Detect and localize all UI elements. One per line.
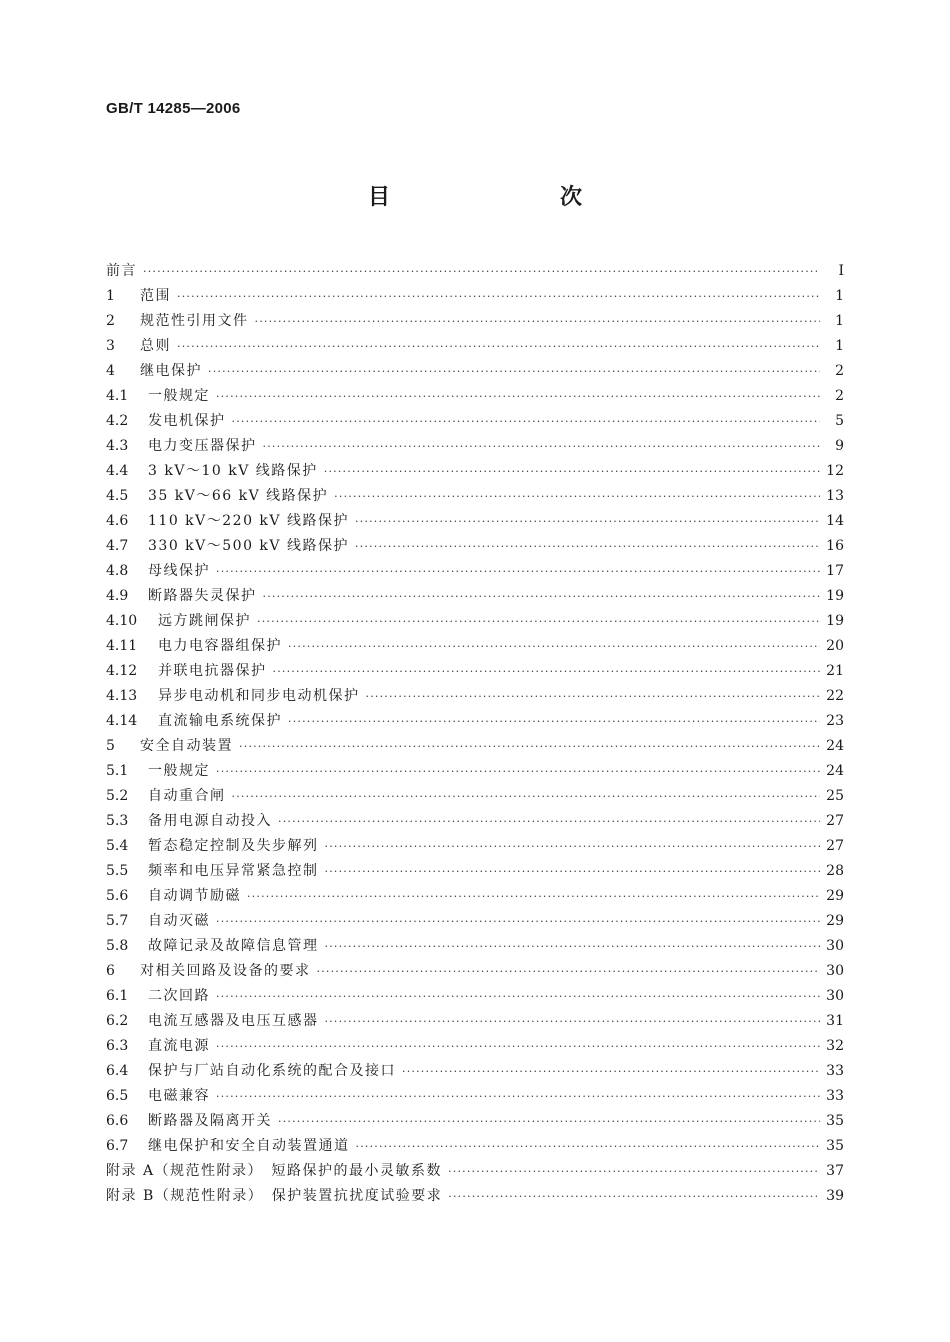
toc-entry-label: 对相关回路及设备的要求 — [140, 963, 311, 979]
toc-dot-leader — [216, 759, 820, 784]
toc-entry-page: 1 — [835, 313, 844, 329]
toc-entry-number: 5.8 — [106, 938, 129, 954]
toc-dot-leader — [143, 259, 820, 284]
toc-entry-number: 6.4 — [106, 1063, 129, 1079]
toc-entry[interactable] — [106, 734, 844, 759]
toc-dot-leader — [273, 659, 821, 684]
toc-entry-page: 35 — [826, 1138, 844, 1154]
toc-entry-label: 继电保护和安全自动装置通道 — [148, 1138, 350, 1154]
toc-entry-page: 23 — [826, 713, 844, 729]
toc-entry-label: 二次回路 — [148, 988, 210, 1004]
toc-entry-number: 4.8 — [106, 563, 129, 579]
toc-dot-leader — [288, 634, 820, 659]
toc-entry-page: 9 — [835, 438, 844, 454]
toc-dot-leader — [448, 1159, 820, 1184]
toc-entry[interactable] — [106, 334, 844, 359]
toc-entry-label: 电力电容器组保护 — [158, 638, 282, 654]
toc-entry[interactable] — [106, 1009, 844, 1034]
toc-dot-leader — [216, 984, 820, 1009]
toc-entry-label: 3 kV～10 kV 线路保护 — [148, 463, 318, 479]
toc-entry-label: 频率和电压异常紧急控制 — [148, 863, 319, 879]
toc-entry-number: 6.6 — [106, 1113, 129, 1129]
toc-entry-label: 安全自动装置 — [140, 738, 233, 754]
toc-entry[interactable] — [106, 1059, 844, 1084]
toc-entry-page: 35 — [826, 1113, 844, 1129]
toc-entry[interactable] — [106, 1159, 844, 1184]
toc-entry-page: 32 — [826, 1038, 844, 1054]
toc-entry[interactable] — [106, 784, 844, 809]
toc-entry-label: 母线保护 — [148, 563, 210, 579]
toc-entry[interactable] — [106, 309, 844, 334]
toc-entry-number: 1 — [106, 288, 115, 304]
toc-entry-label: 自动调节励磁 — [148, 888, 241, 904]
toc-entry-page: 29 — [826, 913, 844, 929]
toc-entry-label: 直流输电系统保护 — [158, 713, 282, 729]
toc-entry-number: 4.6 — [106, 513, 129, 529]
toc-entry-label: 前言 — [106, 263, 137, 279]
toc-dot-leader — [288, 709, 820, 734]
toc-entry-page: 2 — [835, 363, 844, 379]
toc-entry-number: 4.3 — [106, 438, 129, 454]
toc-entry-page: 19 — [826, 588, 844, 604]
toc-entry-label: 范围 — [140, 288, 171, 304]
toc-dot-leader — [177, 284, 820, 309]
toc-entry[interactable] — [106, 1034, 844, 1059]
toc-entry[interactable] — [106, 909, 844, 934]
toc-entry-number: 5.3 — [106, 813, 129, 829]
toc-entry-label: 断路器失灵保护 — [148, 588, 257, 604]
toc-dot-leader — [366, 684, 821, 709]
toc-entry[interactable] — [106, 409, 844, 434]
toc-entry-label: 一般规定 — [148, 763, 210, 779]
toc-entry[interactable] — [106, 609, 844, 634]
toc-entry-page: 39 — [826, 1188, 844, 1204]
toc-entry[interactable] — [106, 1084, 844, 1109]
toc-dot-leader — [208, 359, 820, 384]
toc-entry[interactable] — [106, 534, 844, 559]
standard-code: GB/T 14285—2006 — [106, 100, 241, 117]
toc-dot-leader — [263, 434, 821, 459]
toc-dot-leader — [216, 1084, 820, 1109]
toc-entry-number: 5.1 — [106, 763, 129, 779]
toc-entry-label: 断路器及隔离开关 — [148, 1113, 272, 1129]
toc-entry-label: 异步电动机和同步电动机保护 — [158, 688, 360, 704]
toc-entry-page: 19 — [826, 613, 844, 629]
toc-entry-number: 5 — [106, 738, 115, 754]
toc-dot-leader — [325, 1009, 821, 1034]
toc-entry-label: 规范性引用文件 — [140, 313, 249, 329]
toc-entry-label: 总则 — [140, 338, 171, 354]
toc-dot-leader — [247, 884, 820, 909]
toc-entry-number: 4.4 — [106, 463, 129, 479]
toc-entry-label: 35 kV～66 kV 线路保护 — [148, 488, 329, 504]
toc-entry-page: Ⅰ — [838, 263, 844, 279]
toc-entry[interactable] — [106, 259, 844, 284]
toc-dot-leader — [317, 959, 821, 984]
toc-entry[interactable] — [106, 384, 844, 409]
toc-entry-page: 24 — [826, 763, 844, 779]
toc-entry-number: 5.2 — [106, 788, 129, 804]
toc-entry-number: 4.9 — [106, 588, 129, 604]
toc-entry-number: 2 — [106, 313, 115, 329]
toc-entry-label: 发电机保护 — [148, 413, 226, 429]
toc-entry-number: 6.3 — [106, 1038, 129, 1054]
page-title: 目 次 — [367, 185, 624, 210]
toc-entry-label: 一般规定 — [148, 388, 210, 404]
toc-dot-leader — [402, 1059, 820, 1084]
toc-entry-page: 25 — [826, 788, 844, 804]
toc-entry[interactable] — [106, 884, 844, 909]
toc-dot-leader — [355, 509, 820, 534]
toc-entry-number: 4.7 — [106, 538, 129, 554]
toc-dot-leader — [216, 1034, 820, 1059]
toc-entry-number: 5.5 — [106, 863, 129, 879]
toc-entry-number: 4.11 — [106, 638, 138, 654]
toc-entry-label: 电磁兼容 — [148, 1088, 210, 1104]
toc-dot-leader — [278, 1109, 820, 1134]
toc-entry-number: 5.7 — [106, 913, 129, 929]
toc-entry-page: 27 — [826, 838, 844, 854]
toc-entry[interactable] — [106, 934, 844, 959]
toc-entry-number: 4.2 — [106, 413, 129, 429]
toc-dot-leader — [325, 859, 821, 884]
toc-entry[interactable] — [106, 859, 844, 884]
toc-entry-page: 28 — [826, 863, 844, 879]
toc-entry-label: 110 kV～220 kV 线路保护 — [148, 513, 349, 529]
toc-entry-label: 自动重合闸 — [148, 788, 226, 804]
toc-entry[interactable] — [106, 1134, 844, 1159]
toc-entry[interactable] — [106, 1184, 844, 1209]
toc-entry-label: 直流电源 — [148, 1038, 210, 1054]
toc-entry-label: 附录 A（规范性附录） 短路保护的最小灵敏系数 — [106, 1163, 443, 1179]
toc-entry-label: 暂态稳定控制及失步解列 — [148, 838, 319, 854]
toc-entry-page: 2 — [835, 388, 844, 404]
toc-dot-leader — [325, 834, 821, 859]
toc-entry-page: 31 — [826, 1013, 844, 1029]
toc-entry-page: 33 — [826, 1063, 844, 1079]
toc-entry-page: 1 — [835, 288, 844, 304]
toc-entry-number: 4 — [106, 363, 115, 379]
toc-entry[interactable] — [106, 959, 844, 984]
toc-entry-number: 4.12 — [106, 663, 138, 679]
toc-entry[interactable] — [106, 434, 844, 459]
toc-entry[interactable] — [106, 284, 844, 309]
toc-entry[interactable] — [106, 1109, 844, 1134]
toc-entry-page: 1 — [835, 338, 844, 354]
toc-entry-number: 6 — [106, 963, 115, 979]
toc-entry-label: 保护与厂站自动化系统的配合及接口 — [148, 1063, 396, 1079]
toc-entry-page: 30 — [826, 938, 844, 954]
toc-entry-page: 16 — [826, 538, 844, 554]
toc-entry-label: 330 kV～500 kV 线路保护 — [148, 538, 349, 554]
toc-entry-number: 4.13 — [106, 688, 138, 704]
toc-entry-number: 6.7 — [106, 1138, 129, 1154]
toc-dot-leader — [278, 809, 820, 834]
toc-entry[interactable] — [106, 359, 844, 384]
toc-dot-leader — [324, 459, 820, 484]
toc-entry[interactable] — [106, 634, 844, 659]
toc-entry-page: 17 — [826, 563, 844, 579]
toc-entry[interactable] — [106, 709, 844, 734]
toc-dot-leader — [216, 384, 820, 409]
toc-entry-page: 33 — [826, 1088, 844, 1104]
toc-entry-page: 14 — [826, 513, 844, 529]
toc-entry[interactable] — [106, 584, 844, 609]
toc-entry[interactable] — [106, 834, 844, 859]
toc-dot-leader — [334, 484, 820, 509]
toc-entry-label: 电流互感器及电压互感器 — [148, 1013, 319, 1029]
toc-entry-number: 5.6 — [106, 888, 129, 904]
toc-entry[interactable] — [106, 559, 844, 584]
toc-entry[interactable] — [106, 509, 844, 534]
toc-entry-page: 5 — [835, 413, 844, 429]
toc-entry-label: 继电保护 — [140, 363, 202, 379]
toc-entry[interactable] — [106, 759, 844, 784]
toc-entry-number: 6.1 — [106, 988, 129, 1004]
toc-entry-number: 4.5 — [106, 488, 129, 504]
table-of-contents — [106, 259, 844, 1209]
toc-entry-page: 13 — [826, 488, 844, 504]
toc-entry[interactable] — [106, 459, 844, 484]
toc-entry-number: 6.5 — [106, 1088, 129, 1104]
toc-dot-leader — [232, 409, 821, 434]
toc-dot-leader — [356, 1134, 821, 1159]
toc-dot-leader — [216, 909, 820, 934]
toc-entry[interactable] — [106, 684, 844, 709]
toc-dot-leader — [448, 1184, 820, 1209]
toc-dot-leader — [355, 534, 820, 559]
toc-dot-leader — [257, 609, 820, 634]
toc-entry-number: 4.1 — [106, 388, 129, 404]
toc-entry-label: 附录 B（规范性附录） 保护装置抗扰度试验要求 — [106, 1188, 443, 1204]
toc-entry-page: 24 — [826, 738, 844, 754]
toc-entry-page: 37 — [826, 1163, 844, 1179]
toc-entry-number: 6.2 — [106, 1013, 129, 1029]
toc-entry-label: 远方跳闸保护 — [158, 613, 251, 629]
toc-entry-page: 30 — [826, 988, 844, 1004]
toc-entry-label: 并联电抗器保护 — [158, 663, 267, 679]
toc-entry-number: 4.14 — [106, 713, 138, 729]
toc-entry-label: 备用电源自动投入 — [148, 813, 272, 829]
toc-entry-page: 20 — [826, 638, 844, 654]
toc-entry-page: 29 — [826, 888, 844, 904]
toc-entry-page: 21 — [826, 663, 844, 679]
toc-entry[interactable] — [106, 809, 844, 834]
toc-entry[interactable] — [106, 984, 844, 1009]
toc-dot-leader — [239, 734, 820, 759]
toc-entry-label: 自动灭磁 — [148, 913, 210, 929]
toc-entry[interactable] — [106, 659, 844, 684]
toc-entry-number: 4.10 — [106, 613, 138, 629]
toc-entry-page: 12 — [826, 463, 844, 479]
toc-entry[interactable] — [106, 484, 844, 509]
toc-dot-leader — [263, 584, 821, 609]
toc-dot-leader — [325, 934, 821, 959]
toc-dot-leader — [177, 334, 820, 359]
toc-entry-number: 3 — [106, 338, 115, 354]
toc-dot-leader — [255, 309, 821, 334]
toc-dot-leader — [216, 559, 820, 584]
toc-entry-label: 故障记录及故障信息管理 — [148, 938, 319, 954]
toc-entry-page: 27 — [826, 813, 844, 829]
toc-entry-page: 22 — [826, 688, 844, 704]
toc-entry-number: 5.4 — [106, 838, 129, 854]
toc-entry-page: 30 — [826, 963, 844, 979]
toc-dot-leader — [232, 784, 821, 809]
toc-entry-label: 电力变压器保护 — [148, 438, 257, 454]
